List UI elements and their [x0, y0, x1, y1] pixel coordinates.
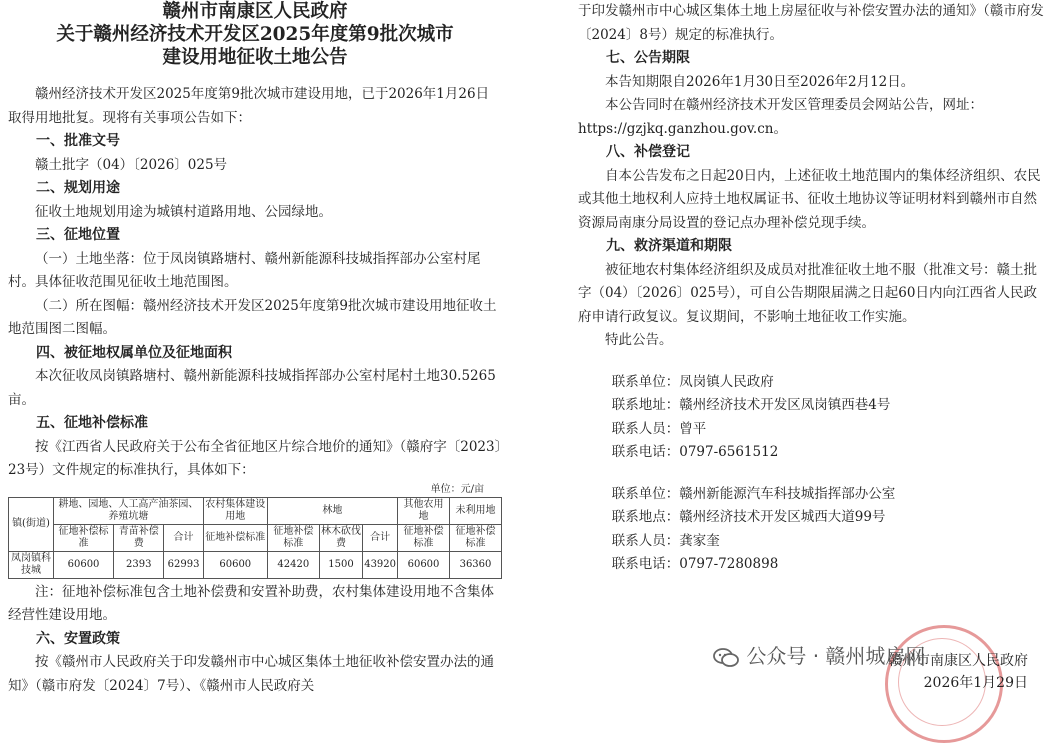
title-line-3: 建设用地征收土地公告 — [162, 47, 348, 68]
section-3-paragraph-2: （二）所在图幅：赣州经济技术开发区2025年度第9批次城市建设用地征收土地范围图二图幅。 — [8, 297, 497, 337]
section-6-continued: 于印发赣州市中心城区集体土地上房屋征收与补偿安置办法的通知》（赣市府发〔2024〕8号）规定的标准执行。 — [578, 3, 1044, 43]
contact-phone: 0797-7280898 — [679, 556, 779, 572]
section-9-heading: 九、救济渠道和期限 — [606, 238, 732, 254]
contact-unit-label: 联系单位： — [611, 373, 680, 390]
section-4-text: 本次征收凤岗镇路塘村、赣州新能源科技城指挥部办公室村尾村土地30.5265亩。 — [8, 368, 496, 408]
table-cell-town: 凤岗镇科技城 — [9, 551, 54, 578]
compensation-table — [8, 497, 502, 579]
closing-text: 特此公告。 — [605, 332, 673, 348]
contact-unit: 凤岗镇人民政府 — [679, 373, 774, 390]
contact-person-label: 联系人员： — [611, 420, 680, 437]
contact-phone: 0797-6561512 — [679, 444, 779, 460]
contact-phone-label: 联系电话： — [611, 444, 680, 460]
table-row — [9, 551, 502, 578]
contact-person-label: 联系人员： — [611, 532, 680, 549]
right-column — [578, 0, 1046, 577]
issuer-name: 赣州市南康区人民政府 — [888, 653, 1028, 669]
table-cell: 2393 — [114, 551, 164, 578]
section-1-text: 赣土批字（04）〔2026〕025号 — [35, 156, 228, 173]
contact-phone-line — [578, 553, 1046, 577]
contact-address-label: 联系地点： — [611, 509, 680, 525]
table-cell: 43920 — [363, 551, 398, 578]
contact-address-line — [578, 506, 1046, 530]
section-7-paragraph-1: 本告知期限自2026年1月30日至2026年2月12日。 — [605, 73, 915, 90]
table-subheader: 征地补偿标准 — [53, 524, 113, 551]
contact-block-2 — [578, 483, 1046, 577]
title-line-1: 赣州市南康区人民政府 — [162, 1, 348, 22]
section-5-text: 按《江西省人民政府关于公布全省征地区片综合地价的通知》（赣府字〔2023〕23号）文件规定的标准执行，具体如下： — [8, 438, 502, 478]
table-cell: 36360 — [449, 551, 501, 578]
table-subheader: 合计 — [363, 524, 398, 551]
section-9-text: 被征地农村集体经济组织及成员对批准征收土地不服（批准文号：赣土批字（04）〔2026〕025号），可自公告期限届满之日起60日内向江西省人民政府申请行政复议。复议期间，不影响土地征收工作实施。 — [578, 261, 1037, 325]
table-header-other: 其他农用地 — [398, 497, 450, 524]
table-header-farmland: 耕地、园地、人工高产油茶园、养殖坑塘 — [53, 497, 203, 524]
contact-person-line — [578, 418, 1046, 442]
section-6-heading: 六、安置政策 — [36, 630, 120, 647]
table-note: 注：征地补偿标准包含土地补偿费和安置补助费，农村集体建设用地不含集体经营性建设用地。 — [8, 583, 494, 623]
section-2-heading: 二、规划用途 — [36, 180, 120, 196]
table-subheader: 征地补偿标准 — [203, 524, 267, 551]
table-subheader: 征地补偿标准 — [398, 524, 450, 551]
contact-unit: 赣州新能源汽车科技城指挥部办公室 — [679, 485, 896, 502]
contact-unit-label: 联系单位： — [611, 485, 680, 502]
table-cell: 62993 — [164, 551, 203, 578]
section-1-heading: 一、批准文号 — [36, 133, 120, 149]
contact-person: 龚家奎 — [679, 532, 720, 549]
title-line-2: 关于赣州经济技术开发区2025年度第9批次城市 — [56, 24, 454, 45]
contact-unit-line — [578, 371, 1046, 395]
table-cell: 1500 — [319, 551, 362, 578]
contact-unit-line — [578, 483, 1046, 507]
table-cell: 60600 — [203, 551, 267, 578]
contact-address: 赣州经济技术开发区城西大道99号 — [679, 509, 886, 525]
section-3-paragraph-1: （一）土地坐落：位于凤岗镇路塘村、赣州新能源科技城指挥部办公室村尾村。具体征收范围见征收土地范围图。 — [8, 250, 481, 290]
contact-address: 赣州经济技术开发区凤岗镇西巷4号 — [679, 397, 891, 413]
section-4-heading: 四、被征地权属单位及征地面积 — [36, 344, 232, 361]
contact-block-1 — [578, 371, 1046, 465]
contact-person-line — [578, 530, 1046, 554]
left-column — [8, 0, 502, 698]
section-5-heading: 五、征地补偿标准 — [36, 415, 148, 431]
table-cell: 60600 — [398, 551, 450, 578]
table-cell: 42420 — [267, 551, 319, 578]
table-header-town: 镇(街道) — [9, 497, 54, 551]
table-header-construction: 农村集体建设用地 — [203, 497, 267, 524]
table-subheader: 征地补偿标准 — [267, 524, 319, 551]
intro-paragraph: 赣州经济技术开发区2025年度第9批次城市建设用地，已于2026年1月26日取得用地批复。现将有关事项公告如下： — [8, 86, 490, 126]
wechat-icon — [712, 647, 740, 669]
table-header-unused: 未利用地 — [449, 497, 501, 524]
section-3-heading: 三、征地位置 — [36, 227, 120, 243]
section-2-text: 征收土地规划用途为城镇村道路用地、公园绿地。 — [35, 203, 332, 220]
contact-phone-line — [578, 441, 1046, 465]
contact-address-line — [578, 394, 1046, 418]
table-subheader: 合计 — [164, 524, 203, 551]
table-subheader: 征地补偿标准 — [449, 524, 501, 551]
table-cell: 60600 — [53, 551, 113, 578]
section-6-text: 按《赣州市人民政府关于印发赣州市中心城区集体土地征收补偿安置办法的通知》（赣市府发〔2024〕7号）、《赣州市人民政府关 — [8, 654, 494, 694]
table-subheader: 青苗补偿费 — [114, 524, 164, 551]
table-subheader: 林木砍伐费 — [319, 524, 362, 551]
contact-person: 曾平 — [679, 420, 707, 437]
section-7-heading: 七、公告期限 — [606, 50, 690, 66]
table-header-forest: 林地 — [267, 497, 397, 524]
contact-phone-label: 联系电话： — [611, 556, 680, 572]
table-unit: 单位：元/亩 — [430, 483, 484, 495]
watermark-text: 公众号 · 赣州城房网 — [746, 644, 926, 668]
section-8-text: 自本公告发布之日起20日内，上述征收土地范围内的集体经济组织、农民或其他土地权利人应持土地权属证书、征收土地协议等证明材料到赣州市自然资源局南康分局设置的登记点办理补偿兑现手续。 — [578, 167, 1041, 231]
section-8-heading: 八、补偿登记 — [606, 144, 690, 160]
contact-address-label: 联系地址： — [611, 397, 680, 413]
section-7-paragraph-2: 本公告同时在赣州经济技术开发区管理委员会网站公告，网址：https://gzjkq.ganzhou.gov.cn。 — [578, 97, 983, 137]
wechat-watermark — [712, 640, 925, 669]
issue-date: 2026年1月29日 — [923, 675, 1028, 691]
